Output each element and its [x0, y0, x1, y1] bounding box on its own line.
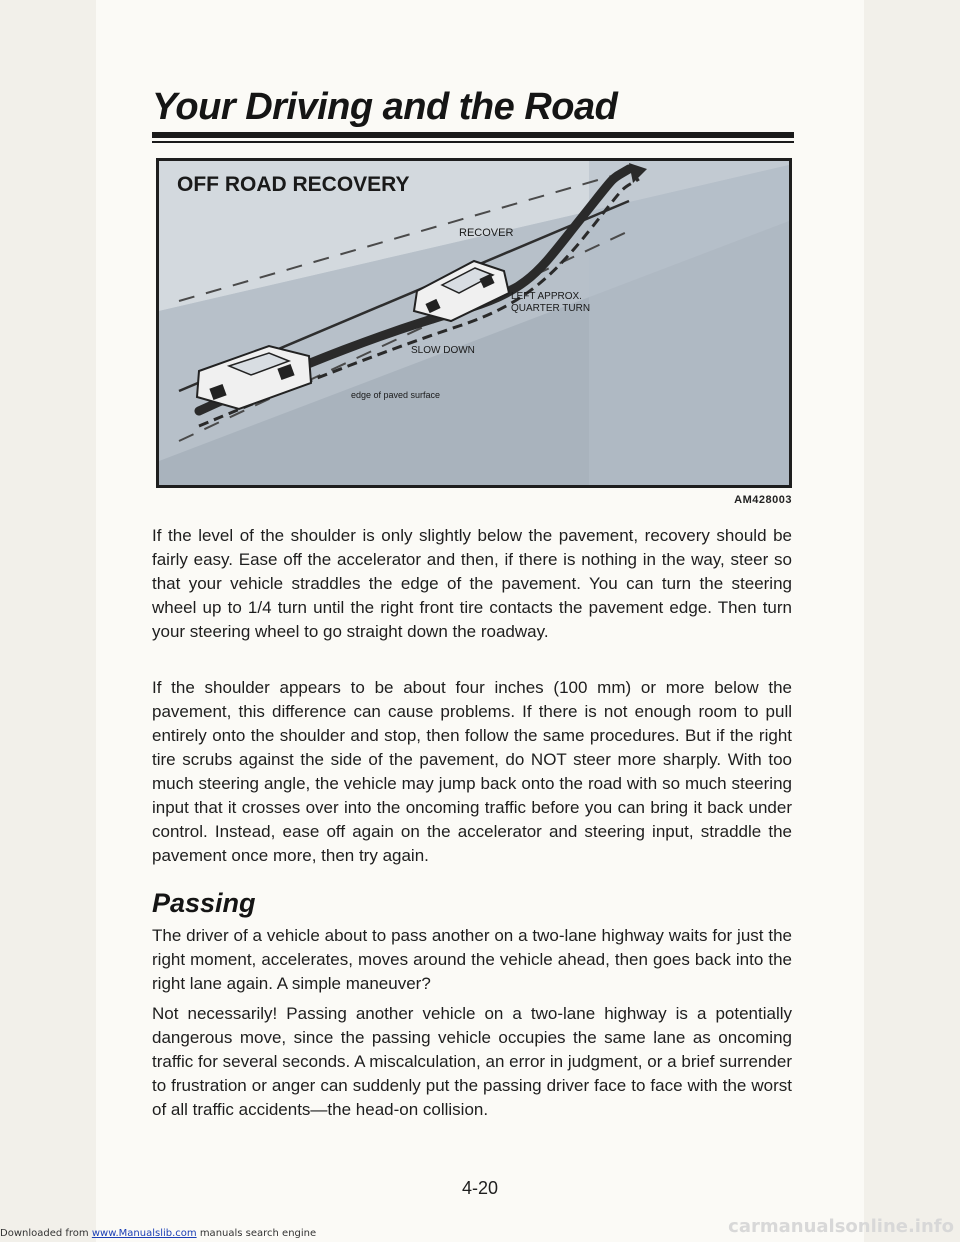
page-margin-left: [0, 0, 96, 1242]
page-header-title: Your Driving and the Road: [152, 86, 618, 128]
paragraph-shoulder-deep: If the shoulder appears to be about four inches (100 mm) or more below the pavement, this difference can cause problems. If there is not enough room to pull entirely onto the shoulder and stop, then follow the same procedures. But if the right tire scrubs against the side of the pavement, do NOT steer more sharply. With too much steering angle, the vehicle may jump back onto the road with so much steering input that it crosses over into the oncoming traffic before you can bring it back under control. Instead, ease off again on the accelerator and steering input, straddle the pavement once more, then try again.: [152, 678, 792, 865]
label-left-turn-line2: QUARTER TURN: [511, 303, 591, 314]
watermark: carmanualsonline.info: [728, 1216, 954, 1237]
label-edge: edge of paved surface: [351, 390, 441, 400]
header-rule-thin: [152, 141, 794, 143]
download-footer: [0, 1228, 316, 1239]
paragraph-shoulder-slight: If the level of the shoulder is only slightly below the pavement, recovery should be fairly easy. Ease off the accelerator and then, if there is nothing in the way, steer so that your vehicle straddles the edge of the pavement. You can turn the steering wheel up to 1/4 turn until the right front tire contacts the pavement edge. Then turn your steering wheel to go straight down the roadway.: [152, 526, 792, 641]
off-road-recovery-illustration: [156, 158, 792, 488]
illustration-drawing: [159, 161, 789, 485]
paragraph-passing-danger: Not necessarily! Passing another vehicle on a two-lane highway is a potentially dangerous move, since the passing vehicle occupies the same lane as oncoming traffic for several seconds. A miscalculation, an error in judgment, or a brief surrender to frustration or anger can suddenly put the passing driver face to face with the worst of all traffic accidents—the head-on collision.: [152, 1004, 792, 1119]
figure-code: AM428003: [734, 494, 792, 506]
footer-prefix: Downloaded from: [0, 1228, 92, 1239]
footer-suffix: manuals search engine: [196, 1228, 317, 1239]
manualslib-link[interactable]: www.Manualslib.com: [91, 1228, 197, 1239]
label-slow-down: SLOW DOWN: [411, 345, 475, 356]
page-number: 4-20: [461, 1178, 499, 1198]
header-rule-thick: [152, 132, 794, 138]
label-recover: RECOVER: [459, 227, 514, 239]
page-margin-right: [864, 0, 960, 1242]
section-heading-passing: Passing: [152, 888, 256, 918]
figure-heading: OFF ROAD RECOVERY: [177, 173, 410, 196]
paragraph-passing-intro: The driver of a vehicle about to pass another on a two-lane highway waits for just the right moment, accelerates, moves around the vehicle ahead, then goes back into the right lane again. A simple maneuver?: [152, 926, 792, 993]
shaded-panel: [589, 161, 789, 485]
label-left-turn-line1: LEFT APPROX.: [511, 291, 582, 302]
